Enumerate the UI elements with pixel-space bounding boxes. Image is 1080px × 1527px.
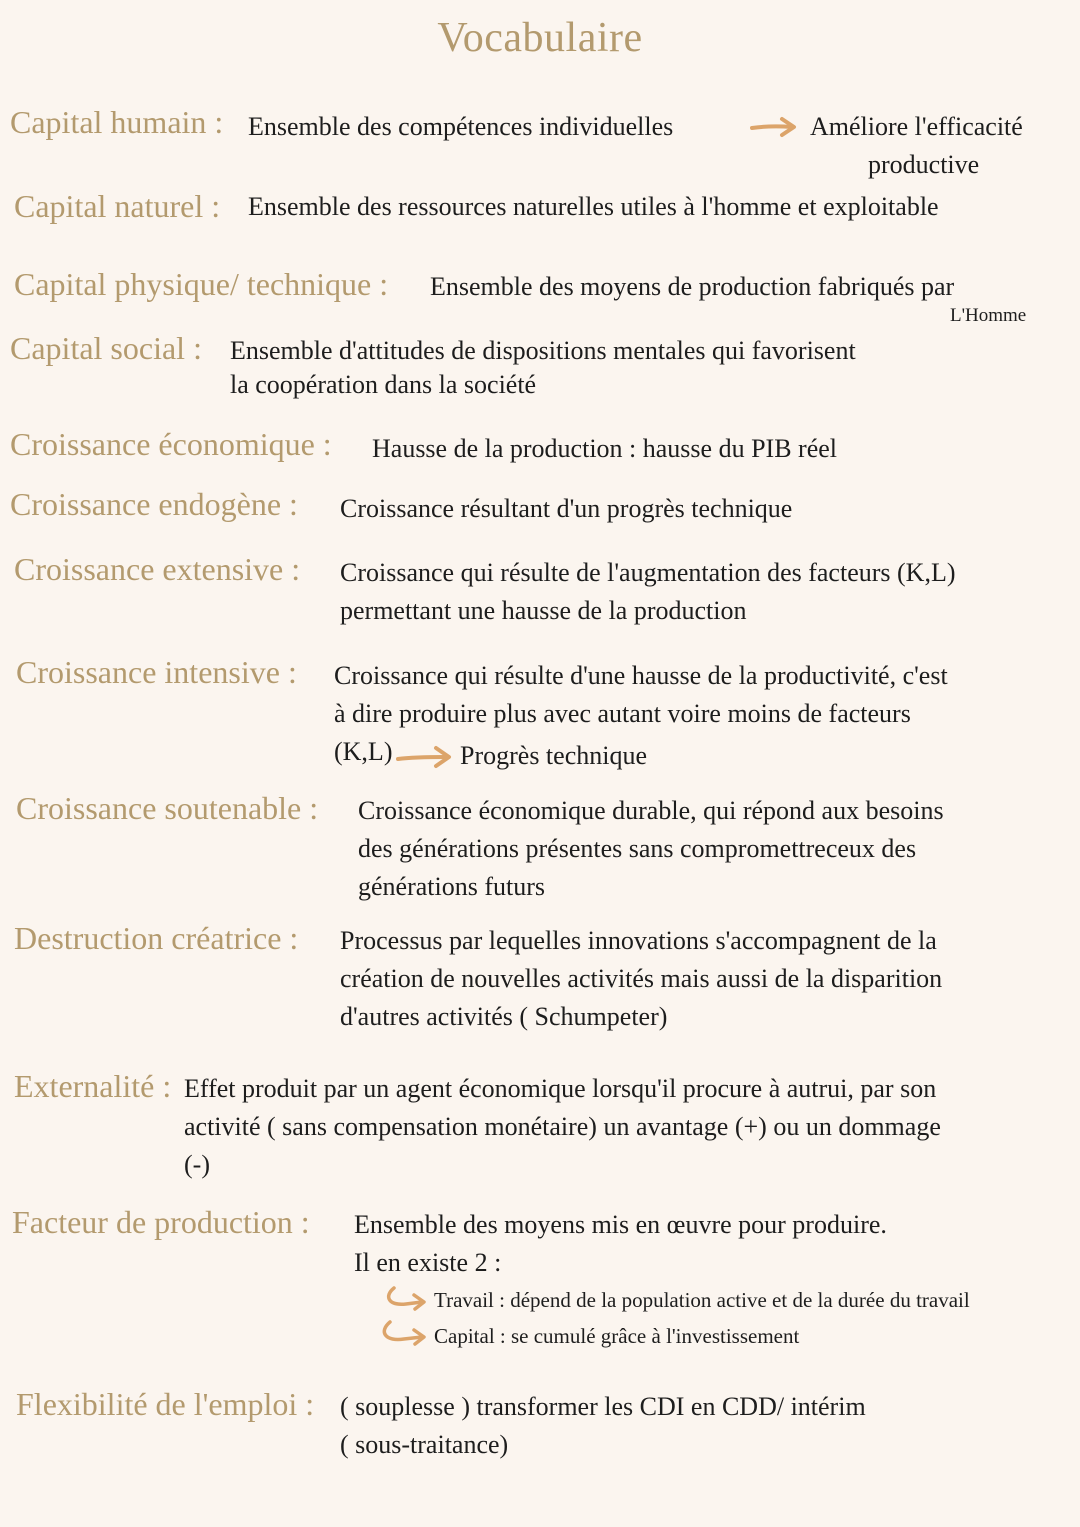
curved-arrow-icon bbox=[378, 1318, 430, 1350]
def-destruction-creatrice-2: création de nouvelles activités mais aussi de la disparition bbox=[340, 964, 943, 993]
term-croissance-endogene: Croissance endogène : bbox=[10, 486, 298, 522]
arrow-right-icon bbox=[750, 116, 798, 138]
def-croissance-soutenable-2: des générations présentes sans compromettreceux des bbox=[358, 834, 917, 863]
def-croissance-endogene: Croissance résultant d'un progrès technique bbox=[340, 494, 793, 523]
def-facteur-production-1: Ensemble des moyens mis en œuvre pour produire. bbox=[354, 1210, 887, 1239]
result-capital-humain: Améliore l'efficacité bbox=[810, 112, 1023, 141]
curved-arrow-icon bbox=[382, 1284, 430, 1314]
def-croissance-soutenable-3: générations futurs bbox=[358, 872, 546, 901]
def-capital-naturel: Ensemble des ressources naturelles utiles à l'homme et exploitable bbox=[248, 192, 939, 221]
term-flexibilite-emploi: Flexibilité de l'emploi : bbox=[16, 1386, 315, 1422]
sub-capital: Capital : se cumulé grâce à l'investissement bbox=[434, 1324, 800, 1348]
def-externalite-1: Effet produit par un agent économique lorsqu'il procure à autrui, par son bbox=[184, 1074, 937, 1103]
arrow-right-icon bbox=[396, 744, 454, 770]
term-capital-naturel: Capital naturel : bbox=[14, 188, 221, 224]
term-capital-physique: Capital physique/ technique : bbox=[14, 266, 389, 302]
def-destruction-creatrice-3: d'autres activités ( Schumpeter) bbox=[340, 1002, 668, 1031]
def-capital-humain: Ensemble des compétences individuelles bbox=[248, 112, 674, 141]
def-capital-social-2: la coopération dans la société bbox=[230, 370, 537, 399]
def-croissance-intensive-2: à dire produire plus avec autant voire moins de facteurs bbox=[334, 699, 911, 728]
term-destruction-creatrice: Destruction créatrice : bbox=[14, 920, 299, 956]
def-capital-social-1: Ensemble d'attitudes de dispositions mentales qui favorisent bbox=[230, 336, 856, 365]
def-croissance-soutenable-1: Croissance économique durable, qui répond aux besoins bbox=[358, 796, 944, 825]
extra-capital-physique: L'Homme bbox=[950, 305, 1027, 326]
term-croissance-economique: Croissance économique : bbox=[10, 426, 332, 462]
def-croissance-economique: Hausse de la production : hausse du PIB réel bbox=[372, 434, 838, 463]
term-facteur-production: Facteur de production : bbox=[12, 1204, 310, 1240]
def-flexibilite-emploi-1: ( souplesse ) transformer les CDI en CDD/ intérim bbox=[340, 1392, 866, 1421]
def-externalite-2: activité ( sans compensation monétaire) un avantage (+) ou un dommage bbox=[184, 1112, 941, 1141]
sub-travail: Travail : dépend de la population active et de la durée du travail bbox=[434, 1288, 970, 1312]
def-croissance-intensive-3: (K,L) bbox=[334, 737, 393, 766]
def-croissance-intensive-1: Croissance qui résulte d'une hausse de la productivité, c'est bbox=[334, 661, 948, 690]
def-croissance-extensive-1: Croissance qui résulte de l'augmentation des facteurs (K,L) bbox=[340, 558, 956, 587]
def-flexibilite-emploi-2: ( sous-traitance) bbox=[340, 1430, 509, 1459]
term-croissance-intensive: Croissance intensive : bbox=[16, 654, 297, 690]
def-facteur-production-2: Il en existe 2 : bbox=[354, 1248, 502, 1277]
page-title: Vocabulaire bbox=[437, 15, 643, 61]
def-destruction-creatrice-1: Processus par lequelles innovations s'accompagnent de la bbox=[340, 926, 937, 955]
def-capital-physique: Ensemble des moyens de production fabriqués par bbox=[430, 272, 955, 301]
def-croissance-extensive-2: permettant une hausse de la production bbox=[340, 596, 747, 625]
term-externalite: Externalité : bbox=[14, 1068, 172, 1104]
result-croissance-intensive: Progrès technique bbox=[460, 741, 648, 770]
result2-capital-humain: productive bbox=[868, 150, 980, 179]
term-croissance-extensive: Croissance extensive : bbox=[14, 551, 301, 587]
term-capital-social: Capital social : bbox=[10, 330, 202, 366]
term-croissance-soutenable: Croissance soutenable : bbox=[16, 790, 319, 826]
def-externalite-3: (-) bbox=[184, 1150, 210, 1179]
term-capital-humain: Capital humain : bbox=[10, 104, 224, 140]
